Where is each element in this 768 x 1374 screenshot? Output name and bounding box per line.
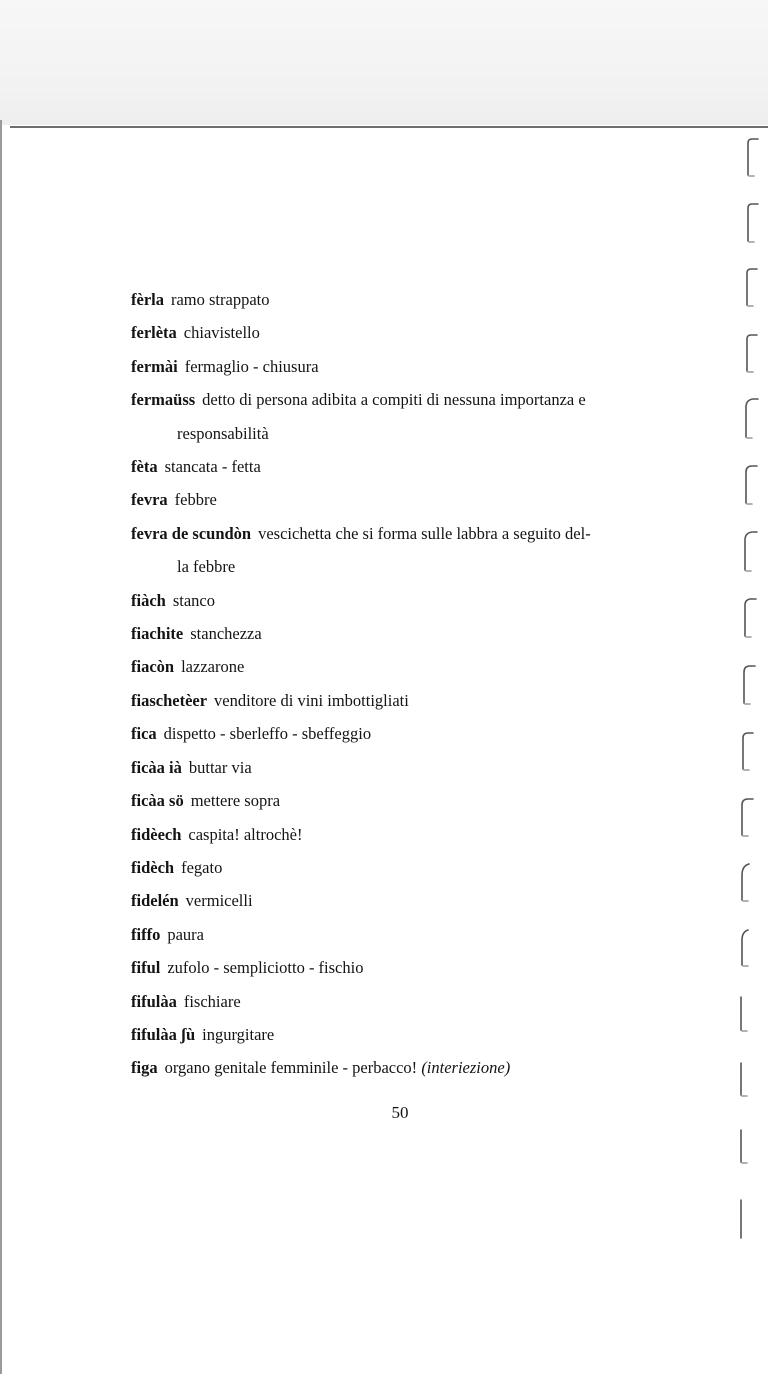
- definition: stanchezza: [190, 624, 262, 644]
- headword: fifulàa: [131, 991, 177, 1011]
- definition: vescichetta che si forma sulle labbra a seguito del-: [258, 523, 591, 543]
- definition-continuation: responsabilità: [177, 423, 269, 443]
- ring-12: [742, 864, 749, 900]
- page-number: 50: [391, 1103, 409, 1122]
- headword: fica: [131, 724, 157, 744]
- definition: organo genitale femminile - perbacco!: [164, 1058, 418, 1078]
- headword: figa: [131, 1058, 158, 1078]
- definition: chiavistello: [183, 323, 260, 343]
- ring-5: [746, 399, 758, 437]
- headword: fiàch: [131, 590, 166, 610]
- headword: fidelén: [131, 891, 179, 911]
- definition: zufolo - sempliciotto - fischio: [167, 958, 364, 978]
- ring-4: [747, 335, 757, 371]
- ring-11: [742, 799, 753, 835]
- headword: fiful: [131, 958, 161, 978]
- headword: fidèch: [131, 857, 175, 877]
- ring-10: [743, 733, 753, 769]
- headword: fiacòn: [131, 657, 175, 677]
- ring-1: [748, 139, 758, 175]
- ring-3: [747, 269, 757, 305]
- definition: venditore di vini imbottigliati: [214, 690, 409, 710]
- definition: caspita! altrochè!: [188, 824, 303, 844]
- headword: ferlèta: [131, 323, 177, 343]
- ring-2: [748, 204, 758, 241]
- headword: fifulàa ʃù: [131, 1024, 196, 1044]
- definition: ingurgitare: [202, 1024, 275, 1044]
- definition-continuation: la febbre: [177, 557, 236, 577]
- definition: mettere sopra: [190, 791, 281, 811]
- headword: fevra: [131, 490, 168, 510]
- definition: febbre: [174, 490, 217, 510]
- definition: stancata - fetta: [164, 457, 261, 477]
- headword: fiffo: [131, 924, 161, 944]
- headword: ficàa ià: [131, 757, 182, 777]
- definition: detto di persona adibita a compiti di nessuna importanza e: [202, 390, 586, 410]
- ring-13: [742, 930, 748, 965]
- definition: fermaglio - chiusura: [184, 356, 319, 376]
- definition: lazzarone: [181, 657, 245, 677]
- headword: fèta: [131, 457, 158, 477]
- headword: fèrla: [131, 290, 164, 309]
- headword: ficàa sö: [131, 791, 184, 811]
- definition: fegato: [181, 857, 223, 877]
- headword: fidèech: [131, 824, 182, 844]
- definition: ramo strappato: [170, 290, 270, 309]
- grammatical-note: (interiezione): [421, 1058, 511, 1078]
- headword: fiaschetèer: [131, 690, 208, 710]
- definition: vermicelli: [185, 891, 253, 911]
- definition: fischiare: [183, 991, 241, 1011]
- headword: fevra de scundòn: [131, 523, 252, 543]
- ring-9: [744, 666, 755, 703]
- headword: fermaüss: [131, 390, 196, 410]
- ring-6: [746, 466, 757, 503]
- headword: fiachite: [131, 624, 184, 644]
- definition: buttar via: [188, 757, 252, 777]
- definition: dispetto - sberleffo - sbeffeggio: [163, 724, 372, 744]
- definition: stanco: [172, 590, 215, 610]
- definition: paura: [167, 924, 204, 944]
- ring-7: [745, 532, 757, 570]
- headword: fermài: [131, 356, 178, 376]
- ring-8: [745, 599, 756, 636]
